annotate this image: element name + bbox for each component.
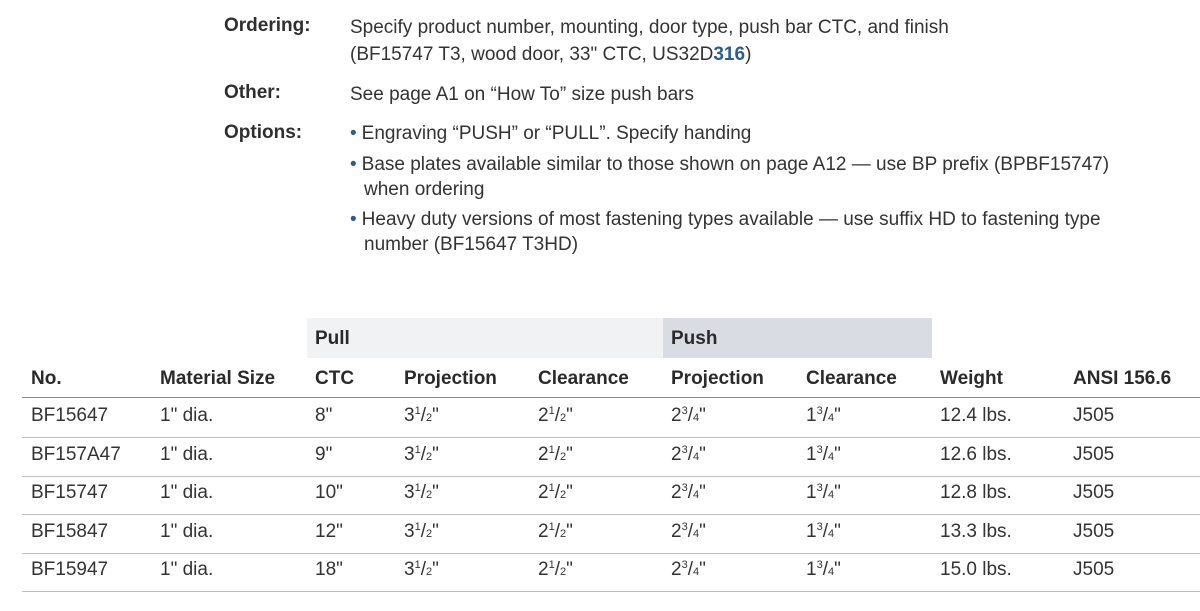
option-item xyxy=(350,152,1150,202)
cell-product-number: BF15847 xyxy=(31,520,109,542)
cell-push-projection xyxy=(671,405,706,427)
cell-pull-projection xyxy=(404,559,439,581)
cell-ctc: 8" xyxy=(315,405,333,426)
fraction-whole: 2 xyxy=(671,559,682,580)
fraction-part: $^3$/4" xyxy=(681,405,706,426)
fraction-part: $^3$/4" xyxy=(816,559,841,580)
fraction-part: $^1$/2" xyxy=(548,520,573,542)
col-header-ctc: CTC xyxy=(315,368,355,389)
fraction-whole: 2 xyxy=(538,559,549,580)
cell-pull-projection xyxy=(404,405,439,427)
cell-push-clearance xyxy=(806,559,841,581)
option-text-continued: when ordering xyxy=(364,179,485,200)
fraction-whole: 2 xyxy=(538,405,549,426)
fraction-whole: 2 xyxy=(671,520,682,542)
cell-weight: 12.8 lbs. xyxy=(940,482,1012,503)
cell-ansi: J505 xyxy=(1073,559,1115,580)
bullet-icon: • xyxy=(350,154,357,175)
option-text: Base plates available similar to those shown on page A12 — use BP prefix (BPBF15747) xyxy=(361,154,1110,175)
other-text: See page A1 on “How To” size push bars xyxy=(350,84,694,105)
cell-weight: 12.6 lbs. xyxy=(940,443,1012,465)
cell-ansi: J505 xyxy=(1073,520,1115,542)
fraction-part: $^3$/4" xyxy=(816,520,841,542)
fraction-whole: 3 xyxy=(404,443,415,465)
fraction-whole: 1 xyxy=(806,405,817,426)
cell-push-clearance xyxy=(806,444,841,466)
fraction-whole: 1 xyxy=(806,482,817,503)
cell-push-projection xyxy=(671,444,706,466)
ordering-example: (BF15747 T3, wood door, 33" CTC, US32D xyxy=(350,44,714,65)
cell-pull-clearance xyxy=(538,444,573,466)
fraction-part: $^1$/2" xyxy=(414,520,439,542)
cell-push-projection xyxy=(671,482,706,504)
cell-pull-clearance xyxy=(538,405,573,427)
cell-pull-clearance xyxy=(538,521,573,543)
fraction-whole: 2 xyxy=(538,482,549,503)
row-divider xyxy=(22,591,1200,592)
col-header-push-projection: Projection xyxy=(671,368,764,389)
col-header-no: No. xyxy=(31,368,62,389)
ordering-line-2 xyxy=(350,42,751,67)
option-text-continued: number (BF15647 T3HD) xyxy=(364,234,579,255)
fraction-part: $^1$/2" xyxy=(414,405,439,426)
ordering-line-1: Specify product number, mounting, door type, push bar CTC, and finish xyxy=(350,17,949,38)
cell-material-size: 1" dia. xyxy=(160,482,214,503)
pull-group-header: Pull xyxy=(307,318,663,358)
fraction-whole: 2 xyxy=(671,443,682,465)
cell-ansi: J505 xyxy=(1073,405,1115,426)
cell-product-number: BF15947 xyxy=(31,559,109,580)
fraction-whole: 1 xyxy=(806,559,817,580)
cell-ctc: 12" xyxy=(315,520,343,542)
row-divider xyxy=(22,437,1200,438)
cell-push-projection xyxy=(671,521,706,543)
cell-product-number: BF15747 xyxy=(31,482,109,503)
cell-product-number: BF157A47 xyxy=(31,443,121,465)
cell-pull-projection xyxy=(404,482,439,504)
col-header-pull-projection: Projection xyxy=(404,368,497,389)
cell-pull-clearance xyxy=(538,482,573,504)
fraction-part: $^3$/4" xyxy=(681,559,706,580)
fraction-part: $^1$/2" xyxy=(548,443,573,465)
cell-ansi: J505 xyxy=(1073,443,1115,465)
cell-push-clearance xyxy=(806,405,841,427)
cell-push-clearance xyxy=(806,482,841,504)
cell-push-projection xyxy=(671,559,706,581)
bullet-icon: • xyxy=(350,209,357,230)
fraction-part: $^1$/2" xyxy=(548,482,573,503)
option-text: Engraving “PUSH” or “PULL”. Specify handing xyxy=(361,123,752,144)
row-divider xyxy=(22,476,1200,477)
cell-ctc: 10" xyxy=(315,482,343,503)
fraction-part: $^1$/2" xyxy=(414,482,439,503)
header-rule xyxy=(22,397,1200,398)
other-label: Other: xyxy=(224,82,281,103)
cell-weight: 13.3 lbs. xyxy=(940,520,1012,542)
ordering-label: Ordering: xyxy=(224,15,311,36)
fraction-part: $^3$/4" xyxy=(816,443,841,465)
fraction-whole: 2 xyxy=(538,443,549,465)
cell-weight: 15.0 lbs. xyxy=(940,559,1012,580)
fraction-part: $^3$/4" xyxy=(681,443,706,465)
col-header-weight: Weight xyxy=(940,368,1003,389)
option-text: Heavy duty versions of most fastening types available — use suffix HD to fastening type xyxy=(361,209,1101,230)
cell-pull-clearance xyxy=(538,559,573,581)
fraction-part: $^3$/4" xyxy=(816,405,841,426)
bullet-icon: • xyxy=(350,123,357,144)
col-header-material-size: Material Size xyxy=(160,368,276,389)
finish-code: 316 xyxy=(713,44,746,65)
options-label: Options: xyxy=(224,122,303,143)
fraction-whole: 3 xyxy=(404,559,415,580)
col-header-pull-clearance: Clearance xyxy=(538,368,629,389)
row-divider xyxy=(22,514,1200,515)
cell-product-number: BF15647 xyxy=(31,405,109,426)
cell-ctc: 9" xyxy=(315,443,333,465)
cell-material-size: 1" dia. xyxy=(160,443,214,465)
cell-material-size: 1" dia. xyxy=(160,520,214,542)
fraction-whole: 1 xyxy=(806,520,817,542)
fraction-whole: 3 xyxy=(404,405,415,426)
fraction-whole: 3 xyxy=(404,482,415,503)
fraction-whole: 1 xyxy=(806,443,817,465)
row-divider xyxy=(22,553,1200,554)
push-group-header: Push xyxy=(663,318,932,358)
fraction-whole: 3 xyxy=(404,520,415,542)
fraction-whole: 2 xyxy=(671,482,682,503)
cell-material-size: 1" dia. xyxy=(160,405,214,426)
fraction-part: $^1$/2" xyxy=(548,559,573,580)
fraction-part: $^3$/4" xyxy=(816,482,841,503)
cell-push-clearance xyxy=(806,521,841,543)
fraction-part: $^1$/2" xyxy=(548,405,573,426)
fraction-part: $^1$/2" xyxy=(414,443,439,465)
cell-material-size: 1" dia. xyxy=(160,559,214,580)
col-header-push-clearance: Clearance xyxy=(806,368,897,389)
cell-ansi: J505 xyxy=(1073,482,1115,503)
col-header-ansi: ANSI 156.6 xyxy=(1073,368,1172,389)
fraction-part: $^3$/4" xyxy=(681,520,706,542)
option-item xyxy=(350,121,1150,146)
cell-pull-projection xyxy=(404,521,439,543)
fraction-whole: 2 xyxy=(538,520,549,542)
fraction-part: $^3$/4" xyxy=(681,482,706,503)
fraction-whole: 2 xyxy=(671,405,682,426)
ordering-close-paren: ) xyxy=(745,44,752,65)
fraction-part: $^1$/2" xyxy=(414,559,439,580)
cell-ctc: 18" xyxy=(315,559,343,580)
cell-pull-projection xyxy=(404,444,439,466)
option-item xyxy=(350,207,1150,257)
cell-weight: 12.4 lbs. xyxy=(940,405,1012,426)
